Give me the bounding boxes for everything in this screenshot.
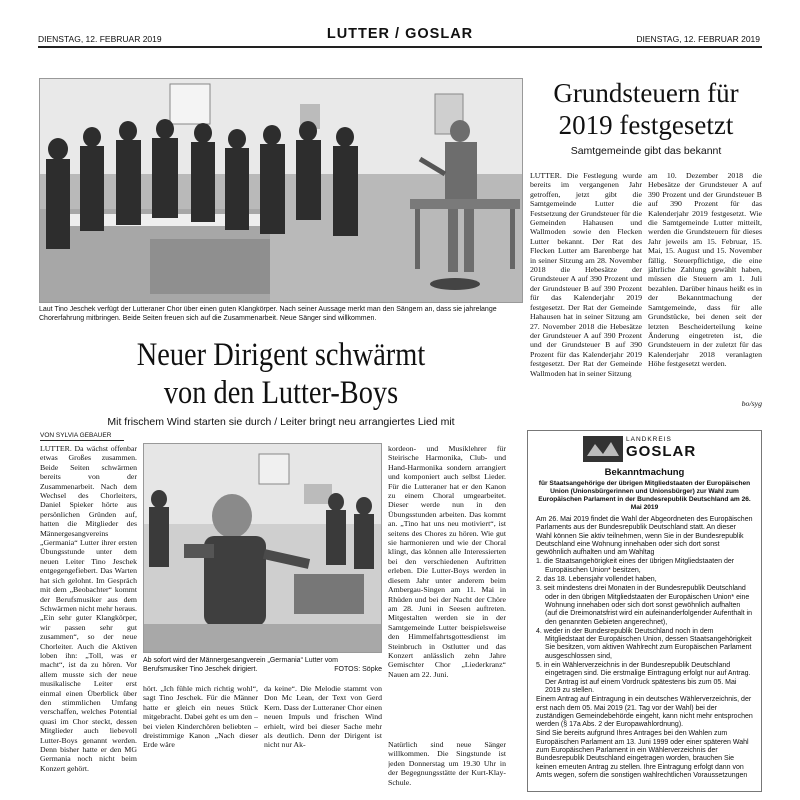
dirigent-column-3c: Natürlich sind neue Sänger willkommen. Die Singstunde ist jeden Donnerstag um 19.30 Uhr in der Begegnungsstätte der Kurt-Klay-Schule. <box>388 740 506 787</box>
grundsteuer-subtitle: Samtgemeinde gibt das bekannt <box>570 145 722 157</box>
dirigent-column-2: kordeon- und Musiklehrer für Steirische Harmonika, Club- und Hand-Harmonika sondern arrangiert und komponiert auch selbst Lieder. Für die Lutteraner hat er den Kanon zu einem Choral umgearbeitet. Dieser werde nun in den Übungsstunden arbeiten. Das kommt an. „Tino hat uns neu motiviert“, ist seitens des Chores zu hören. Wie gut sie harmonieren und wie der Choral klingt, das können alle Interessierten bei den verschiedenen Auftritten erleben. Die Lutter-Boys werden in diesem Jahr unter anderem beim Ambergau-Singen am 11. Mai in Rhüden und bei der Nacht der Chöre am 28. Juni in Seesen auftreten. Mitgestalten werden sie in der Samtgemeinde Lutter beispielsweise den Himmelfahrtsgottesdienst im Steinbruch in Ostlutter und das Konzert anlässlich zehn Jahre Gemischter Chor „Liederkranz“ Nauen am 22. Juni. <box>388 444 506 679</box>
choir-photo-image <box>40 79 523 303</box>
grundsteuer-headline-line1: Grundsteuern für <box>553 78 739 108</box>
header-date-right: DIENSTAG, 12. FEBRUAR 2019 <box>636 34 760 44</box>
conductor-photo <box>143 443 382 653</box>
notice-item-4: 4. weder in der Bundesrepublik Deutschland noch in dem Mitgliedstaat der Europäischen Union, dessen Staatsangehörigkeit Sie besitzen, vom aktiven Wahlrecht zum Europäischen Parlament ausgeschlossen sind, <box>536 627 752 660</box>
grundsteuer-headline-line2: 2019 festgesetzt <box>558 110 734 140</box>
byline: VON SYLVIA GEBAUER <box>40 432 112 439</box>
notice-item-2: 2. das 18. Lebensjahr vollendet haben, <box>536 576 657 584</box>
dirigent-headline-line2: von den Lutter-Boys <box>163 375 399 411</box>
notice-item-1: 1. die Staatsangehörigkeit eines der übrigen Mitgliedstaaten der Europäischen Union* besitzen, <box>536 558 735 574</box>
logo-goslar-text: GOSLAR <box>626 443 697 460</box>
conductor-caption-text: Ab sofort wird der Männergesangverein „Germania“ Lutter vom Berufsmusiker Tino Jeschek dirigiert. <box>143 657 338 673</box>
grundsteuer-column-1: LUTTER. Die Festlegung wurde bereits im vergangenen Jahr getroffen, jetzt gibt die Samtgemeinde Lutter die Festsetzung der Grundsteuer für die Gemeinden Hahausen und Wallmoden sowie den Flecken Lutter bekannt. Der Rat des Flecken Lutter am Barenberge hat in seiner Sitzung am 28. November 2018 die Hebesätze der Grundsteuer A auf 390 Prozent und der Grundsteuer B auf 390 Prozent für das Kalenderjahr 2019 festgesetzt. Der Rat der Gemeinde Hahausen hat in seiner Sitzung am 27. November 2018 die Hebesätze der Grundsteuer A auf 390 Prozent und der Grundsteuer B auf 390 Prozent für das Kalenderjahr 2019 festgesetzt. Der Rat der Gemeinde Wallmoden hat in seiner Sitzung <box>530 171 642 378</box>
dirigent-subtitle: Mit frischem Wind starten sie durch / Leiter bringt neu arrangiertes Lied mit <box>107 416 455 428</box>
dirigent-headline-line1: Neuer Dirigent schwärmt <box>136 337 426 373</box>
notice-paragraph-2: Sind Sie bereits aufgrund Ihres Antrages bei den Wahlen zum Europäischen Parlament am 13. Juni 1999 oder einer späteren Wahl zum Europäischen Parlament in ein Wählerverzeichnis der Bundesrepublik Deutschland eingetragen worden, brauchen Sie keinen erneuten Antrag zu stellen. Ihre Eintragung erfolgt dann von Amts wegen, sofern die sonstigen wahlrechtlichen Voraussetzungen <box>536 730 749 779</box>
dirigent-column-1: LUTTER. Da wächst offenbar etwas Großes zusammen. Beide Seiten schwärmen bereits von der Zusammenarbeit. Nach dem Wechsel des Chorleiters, Daniel Spieker hörte aus persönlichen Gründen auf, hatten die Mitglieder des Männergesangvereins „Germania“ Lutter ihrer ersten Übungsstunde unter dem neuen Leiter Tino Jeschek entgegengefiebert. Das Warten hat sich gelohnt. Im Gespräch mit dem „Beobachter“ kommt der Berufsmusiker aus dem Schwärmen nicht mehr heraus. „Ein sehr guter Klangkörper, wir passen sehr gut zusammen“, so der neue Chorleiter. Auch die Aktiven loben ihn: „Toll, was er macht“, ist da zu hören. Vor allem musste sich der neue musikalische Leiter erst einmal einen Überblick über den stimmlichen Umfang verschaffen, welches Potential quasi im Chor steckt, dessen Mitglieder auch liebevoll Lutter-Boys genannt werden. Denn bisher hatte er den MG Germania noch nicht beim Konzert gehört. <box>40 444 137 773</box>
choir-rehearsal-photo <box>39 78 523 303</box>
byline-rule <box>40 440 124 441</box>
notice-body <box>528 516 761 780</box>
header-date-left: DIENSTAG, 12. FEBRUAR 2019 <box>38 34 162 44</box>
notice-paragraph-1: Einem Antrag auf Eintragung in ein deutsches Wählerverzeichnis, der erst nach dem 05. Mai 2019 (21. Tag vor der Wahl) bei der zuständigen Gemeindebehörde eingeht, kann nicht mehr entsprochen werden (§ 17a Abs. 2 der Europawahlordnung). <box>536 696 753 729</box>
dirigent-headline <box>39 336 523 412</box>
notice-item-5: 5. in ein Wählerverzeichnis in der Bundesrepublik Deutschland eingetragen sind. Die erstmalige Eintragung erfolgt nur auf Antrag. Der Antrag ist auf einem Vordruck spätestens bis zum 05. Mai 2019 zu stellen. <box>536 662 751 694</box>
grundsteuer-column-2: am 10. Dezember 2018 die Hebesätze der Grundsteuer A auf 390 Prozent und der Grundsteuer B auf 390 Prozent für das Kalenderjahr 2019 festgesetzt. Wie die Samtgemeinde Lutter mitteilt, werden die Grundsteuern für dieses Jahr jeweils am 15. Februar, 15. Mai, 15. August und 15. November fällig. Steuerpflichtige, die eine jährliche Zahlung gewählt haben, müssen die Steuern am 1. Juli bezahlen. Darüber hinaus heißt es in der Bekanntmachung der Samtgemeinde, dass für alle Grundstücke, bei denen seit der letzten Bescheiderteilung keine Änderung eingetreten ist, die Grundsteuern in der zuletzt für das Kalenderjahr 2018 veranlagten Höhe festgesetzt werden. <box>648 171 762 369</box>
grundsteuer-signature: bo/syg <box>741 399 762 408</box>
notice-item-3: 3. seit mindestens drei Monaten in der Bundesrepublik Deutschland oder in den übrigen Mitgliedstaaten der Europäischen Union* eine Wohnung innehaben oder sich dort sonst gewöhnlich aufhalten (auf die Dreimonatsfrist wird ein aufeinanderfolgender Aufenthalt in den genannten Gebieten angerechnet), <box>536 585 753 626</box>
conductor-photo-caption <box>143 657 382 674</box>
notice-intro: Am 26. Mai 2019 findet die Wahl der Abgeordneten des Europäischen Parlaments aus der Bundesrepublik Deutschland statt. An dieser Wahl können Sie aktiv teilnehmen, wenn Sie in der Bundesrepublik Deutschland eine Wohnung innehaben oder sich dort sonst gewöhnlich aufhalten und am Wahltag <box>536 516 753 557</box>
logo-landkreis-text: LANDKREIS <box>626 436 672 443</box>
section-title: LUTTER / GOSLAR <box>326 26 474 42</box>
dirigent-column-3a: hört. „Ich fühle mich richtig wohl“, sagt Tino Jeschek. Für die Männer hatte er gleich ein neues Stück mitgebracht. Dabei geht es um den – bei vielen Kinderchören beliebten – dreistimmige Kanon „Nach dieser Erde wäre <box>143 684 258 750</box>
top-photo-caption: Laut Tino Jeschek verfügt der Lutteraner Chor über einen guten Klangkörper. Nach seiner Aussage merkt man den Sängern an, dass sie jahrelange Chorerfahrung mitbringen. Beide Seiten freuen sich auf die Zusammenarbeit. Neue Sänger sind willkommen. <box>39 306 497 322</box>
conductor-photo-image <box>144 444 382 653</box>
photo-credit: FOTOS: Söpke <box>334 665 382 673</box>
grundsteuer-headline <box>530 77 762 141</box>
landkreis-emblem-icon <box>583 436 623 462</box>
election-notice-box <box>527 430 762 792</box>
dirigent-column-3b: da keine“. Die Melodie stammt von Don Mc Lean, der Text von Gerd Kern. Dass der Lutteraner Chor einen neuen Impuls und frischen Wind erhielt, wird bei dieser Sache mehr als deutlich. Denn der Dirigent ist nicht nur Ak- <box>264 684 382 750</box>
header-rule <box>38 46 762 48</box>
landkreis-logo <box>528 431 761 465</box>
notice-title: Bekanntmachung <box>604 467 685 478</box>
notice-subtitle: für Staatsangehörige der übrigen Mitgliedstaaten der Europäischen Union (Unionsbürgerinnen und Unionsbürger) zur Wahl zum Europäischen Parlament in der Bundesrepublik Deutschland am 26. Mai 2019 <box>538 480 751 511</box>
